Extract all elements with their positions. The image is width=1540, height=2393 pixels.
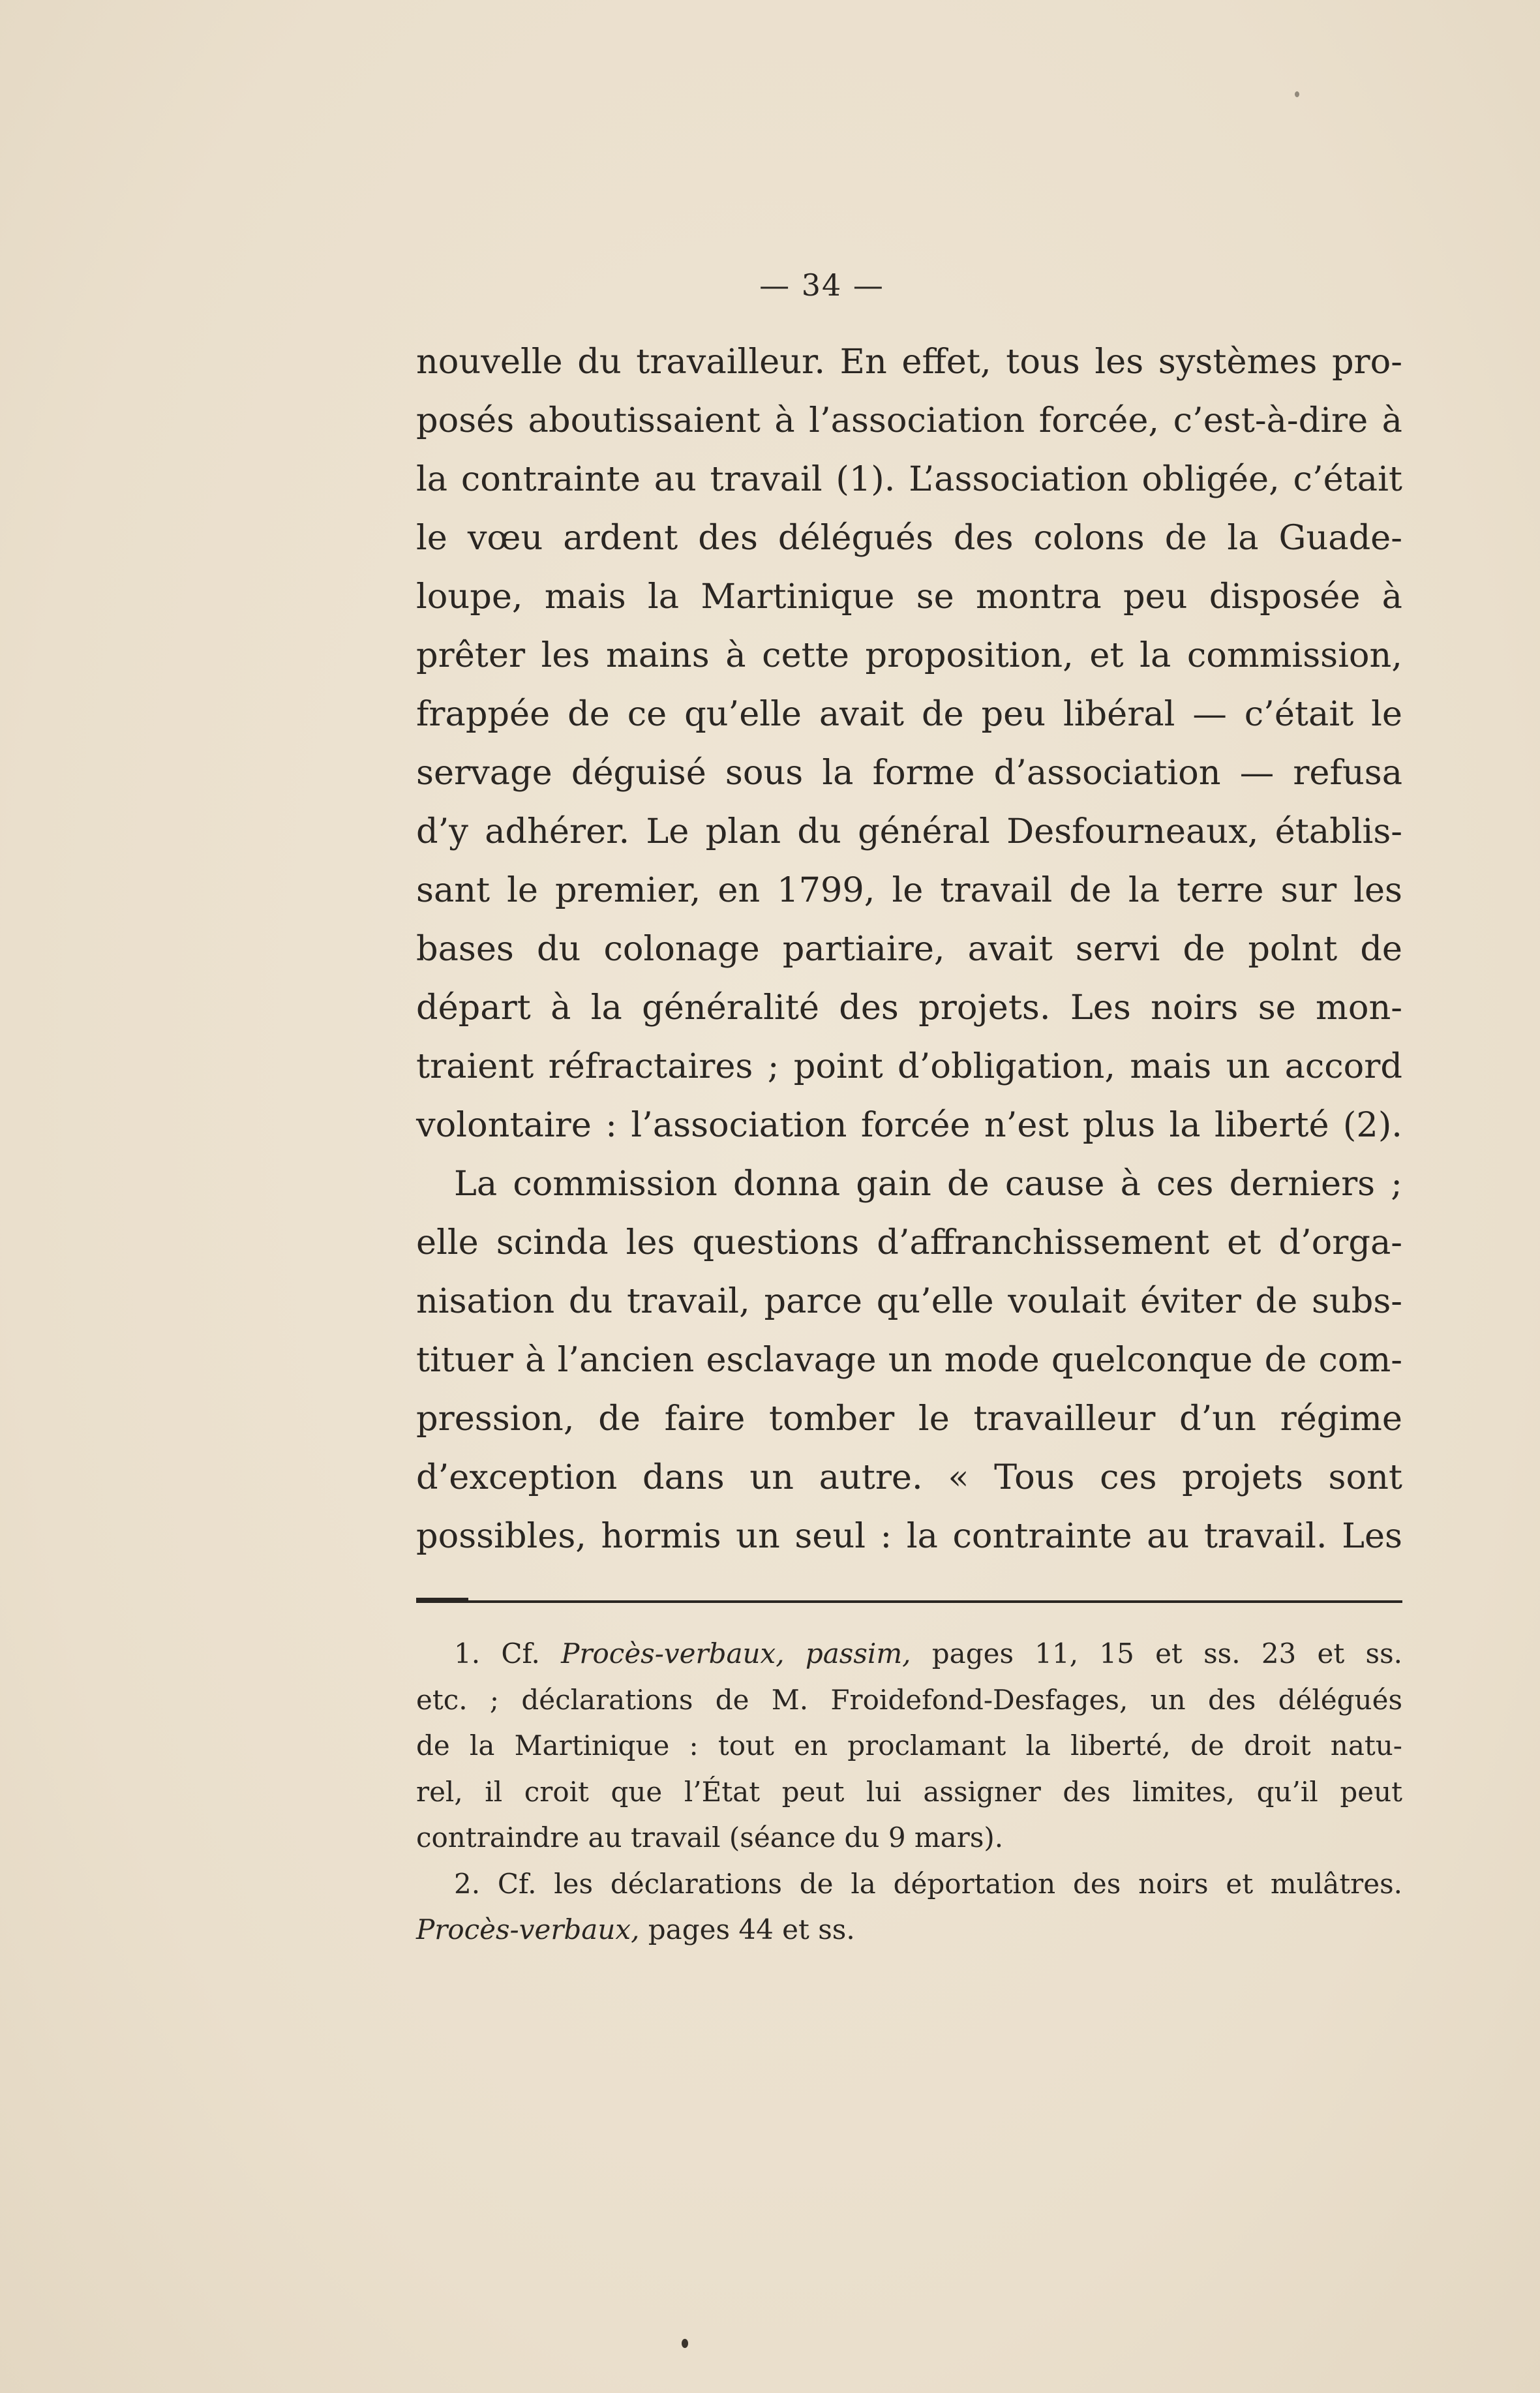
body-line: pression, de faire tomber le travailleur d’un régime	[416, 1399, 1402, 1439]
footnote-1-line: rel, il croit que l’État peut lui assigner des limites, qu’il peut	[416, 1775, 1402, 1808]
body-line: la contrainte au travail (1). L’association obligée, c’était	[416, 459, 1402, 499]
body-line: traient réfractaires ; point d’obligation, mais un accord	[416, 1046, 1402, 1086]
paper-speck	[682, 2339, 688, 2348]
body-line: sant le premier, en 1799, le travail de la terre sur les	[416, 870, 1402, 910]
body-line: servage déguisé sous la forme d’association — refusa	[416, 753, 1402, 793]
body-line: prêter les mains à cette proposition, et la commission,	[416, 635, 1402, 675]
paper-speck	[1295, 91, 1299, 97]
body-line: nouvelle du travailleur. En effet, tous les systèmes pro-	[416, 342, 1402, 382]
body-line: d’y adhérer. Le plan du général Desfourneaux, établis-	[416, 812, 1402, 851]
footnotes	[416, 1631, 1402, 1953]
body-line: départ à la généralité des projets. Les noirs se mon-	[416, 988, 1402, 1028]
footnote-1-line: de la Martinique : tout en proclamant la liberté, de droit natu-	[416, 1730, 1402, 1761]
footnote-2-line: Procès-verbaux, pages 44 et ss.	[416, 1913, 855, 1945]
footnote-1-line: etc. ; déclarations de M. Froidefond-Desfages, un des délégués	[416, 1683, 1402, 1716]
body-line: possibles, hormis un seul : la contrainte au travail. Les	[416, 1516, 1402, 1556]
body-line: posés aboutissaient à l’association forcée, c’est-à-dire à	[416, 401, 1402, 440]
body-line: La commission donna gain de cause à ces derniers ;	[454, 1164, 1402, 1204]
footnote-1-line: 1. Cf. Procès-verbaux, passim, pages 11, 15 et ss. 23 et ss.	[454, 1638, 1403, 1669]
body-line: elle scinda les questions d’affranchissement et d’orga-	[416, 1223, 1402, 1262]
body-line: tituer à l’ancien esclavage un mode quelconque de com-	[416, 1340, 1402, 1380]
body-line: volontaire : l’association forcée n’est plus la liberté (2).	[416, 1105, 1402, 1145]
body-line: nisation du travail, parce qu’elle voulait éviter de subs-	[416, 1281, 1402, 1321]
footnote-2-line: 2. Cf. les déclarations de la déportation des noirs et mulâtres.	[454, 1867, 1402, 1900]
footnote-rule	[416, 1600, 1402, 1603]
footnote-1-line: contraindre au travail (séance du 9 mars).	[416, 1821, 1004, 1853]
body-line: frappée de ce qu’elle avait de peu libéral — c’était le	[416, 694, 1402, 734]
body-text	[416, 333, 1402, 1566]
body-line: le vœu ardent des délégués des colons de la Guade-	[416, 518, 1402, 558]
page-number: — 34 —	[759, 267, 884, 303]
body-line: bases du colonage partiaire, avait servi de polnt de	[416, 929, 1402, 969]
body-line: d’exception dans un autre. « Tous ces projets sont	[416, 1457, 1402, 1497]
body-line: loupe, mais la Martinique se montra peu disposée à	[416, 577, 1402, 617]
